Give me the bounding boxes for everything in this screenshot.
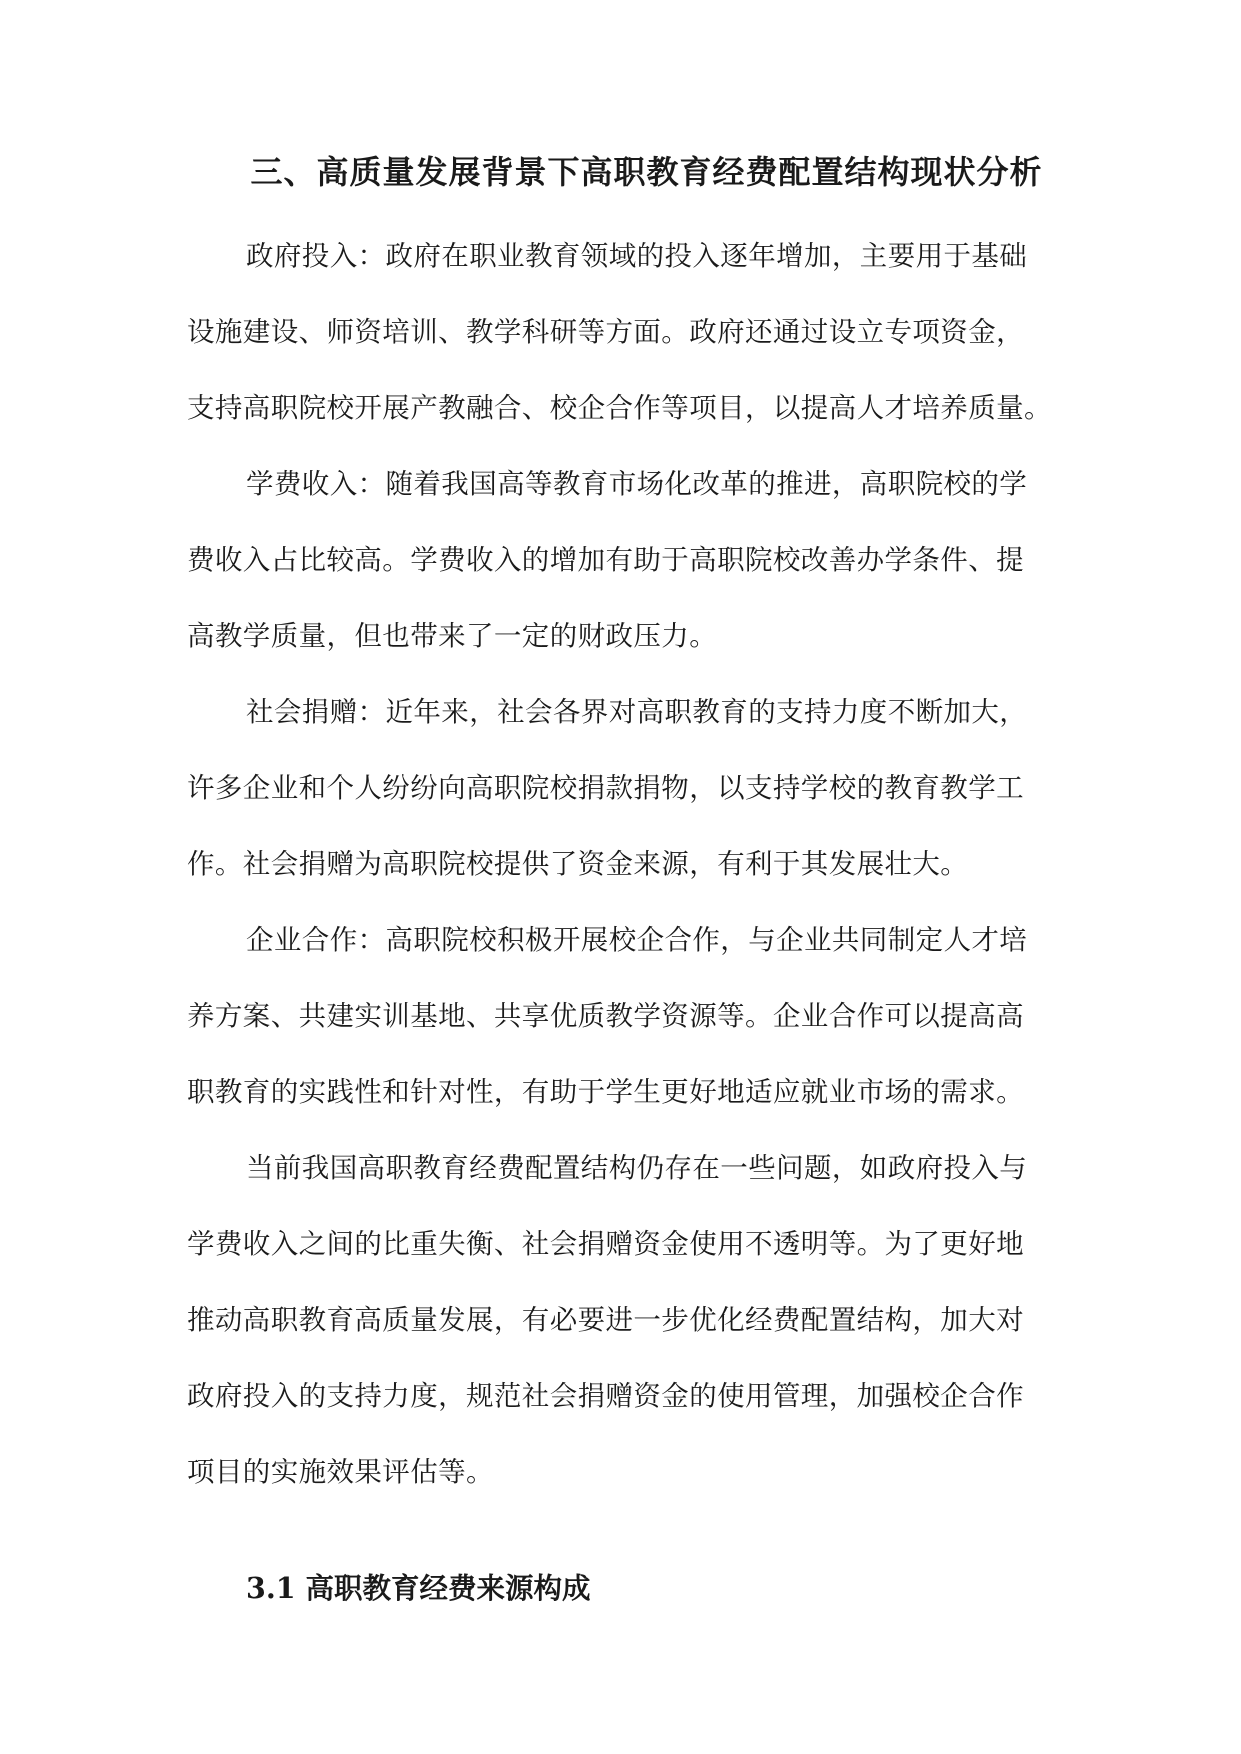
paragraph-line: 当前我国高职教育经费配置结构仍存在一些问题，如政府投入与: [246, 1152, 1028, 1184]
paragraph-line: 支持高职院校开展产教融合、校企合作等项目，以提高人才培养质量。: [187, 392, 1052, 424]
paragraph-line: 许多企业和个人纷纷向高职院校捐款捐物，以支持学校的教育教学工: [187, 772, 1024, 804]
paragraph-line: 作。社会捐赠为高职院校提供了资金来源，有利于其发展壮大。: [187, 848, 969, 880]
paragraph-line: 社会捐赠：近年来，社会各界对高职教育的支持力度不断加大，: [246, 696, 1028, 728]
paragraph-line: 项目的实施效果评估等。: [187, 1456, 494, 1488]
paragraph-line: 高教学质量，但也带来了一定的财政压力。: [187, 620, 718, 652]
paragraph-line: 学费收入之间的比重失衡、社会捐赠资金使用不透明等。为了更好地: [187, 1228, 1024, 1260]
paragraph-line: 养方案、共建实训基地、共享优质教学资源等。企业合作可以提高高: [187, 1000, 1024, 1032]
paragraph-line: 政府投入的支持力度，规范社会捐赠资金的使用管理，加强校企合作: [187, 1380, 1024, 1412]
paragraph-line: 设施建设、师资培训、教学科研等方面。政府还通过设立专项资金，: [187, 316, 1024, 348]
paragraph-line: 政府投入：政府在职业教育领域的投入逐年增加，主要用于基础: [246, 240, 1028, 272]
subsection-heading: 3.1 高职教育经费来源构成: [246, 1571, 591, 1605]
section-heading: 三、高质量发展背景下高职教育经费配置结构现状分析: [250, 153, 1043, 191]
paragraph-line: 推动高职教育高质量发展，有必要进一步优化经费配置结构，加大对: [187, 1304, 1024, 1336]
paragraph-line: 企业合作：高职院校积极开展校企合作，与企业共同制定人才培: [246, 924, 1028, 956]
paragraph-line: 费收入占比较高。学费收入的增加有助于高职院校改善办学条件、提: [187, 544, 1024, 576]
paragraph-line: 学费收入：随着我国高等教育市场化改革的推进，高职院校的学: [246, 468, 1028, 500]
paragraph-line: 职教育的实践性和针对性，有助于学生更好地适应就业市场的需求。: [187, 1076, 1024, 1108]
